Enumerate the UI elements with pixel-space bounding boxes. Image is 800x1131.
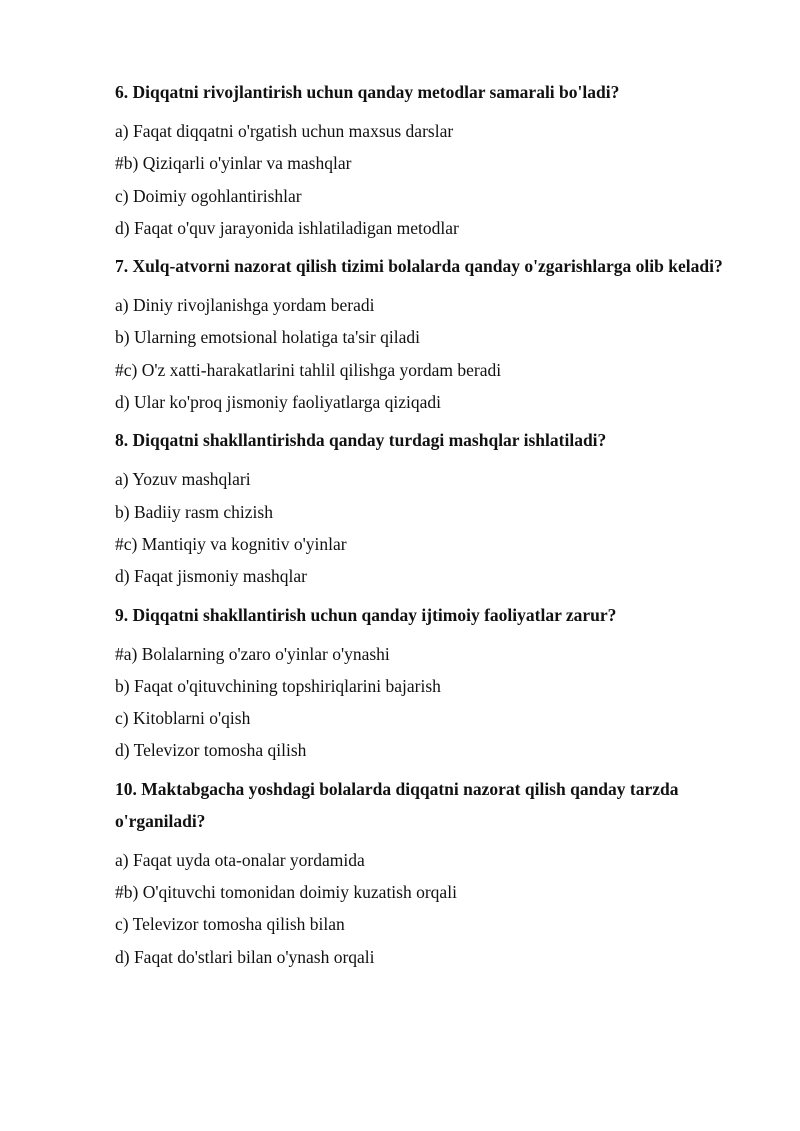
answer-option-d: d) Televizor tomosha qilish xyxy=(115,740,307,761)
answer-option-b: b) Ularning emotsional holatiga ta'sir qiladi xyxy=(115,327,420,348)
answer-option-a: a) Faqat diqqatni o'rgatish uchun maxsus darslar xyxy=(115,121,454,141)
question-block-10 xyxy=(115,773,755,973)
answer-option-c: c) Televizor tomosha qilish bilan xyxy=(115,914,345,935)
question-title: 6. Diqqatni rivojlantirish uchun qanday metodlar samarali bo'ladi? xyxy=(115,82,620,102)
question-title: 9. Diqqatni shakllantirish uchun qanday ijtimoiy faoliyatlar zarur? xyxy=(115,604,617,625)
question-title: 7. Xulq-atvorni nazorat qilish tizimi bolalarda qanday o'zgarishlarga olib keladi? xyxy=(115,256,723,277)
answer-option-a: a) Yozuv mashqlari xyxy=(115,469,251,490)
question-block-7 xyxy=(115,250,755,418)
answer-option-a: a) Faqat uyda ota-onalar yordamida xyxy=(115,849,365,870)
answer-option-d: d) Ular ko'proq jismoniy faoliyatlarga qiziqadi xyxy=(115,392,442,413)
answer-option-c: #c) O'z xatti-harakatlarini tahlil qilishga yordam beradi xyxy=(115,359,502,380)
answer-options xyxy=(115,289,755,418)
answer-option-c: c) Kitoblarni o'qish xyxy=(115,708,251,729)
answer-options xyxy=(115,115,755,244)
answer-options xyxy=(115,463,755,592)
answer-option-d: d) Faqat jismoniy mashqlar xyxy=(115,566,307,587)
question-title: 8. Diqqatni shakllantirishda qanday turdagi mashqlar ishlatiladi? xyxy=(115,430,607,451)
answer-option-b: b) Faqat o'qituvchining topshiriqlarini bajarish xyxy=(115,675,441,696)
answer-option-a: #a) Bolalarning o'zaro o'yinlar o'ynashi xyxy=(115,643,390,664)
question-title: 10. Maktabgacha yoshdagi bolalarda diqqatni nazorat qilish qanday tarzda o'rganiladi? xyxy=(115,778,679,831)
answer-option-d: d) Faqat do'stlari bilan o'ynash orqali xyxy=(115,946,375,967)
answer-option-b: #b) Qiziqarli o'yinlar va mashqlar xyxy=(115,153,352,174)
answer-option-c: #c) Mantiqiy va kognitiv o'yinlar xyxy=(115,533,347,554)
question-block-6 xyxy=(115,76,755,244)
answer-option-d: d) Faqat o'quv jarayonida ishlatiladigan metodlar xyxy=(115,217,459,238)
answer-option-c: c) Doimiy ogohlantirishlar xyxy=(115,185,302,206)
question-block-9 xyxy=(115,599,755,767)
answer-option-b: b) Badiiy rasm chizish xyxy=(115,501,273,522)
answer-options xyxy=(115,844,755,973)
answer-option-a: a) Diniy rivojlanishga yordam beradi xyxy=(115,295,375,316)
answer-options xyxy=(115,638,755,767)
document-page xyxy=(115,76,755,973)
question-block-8 xyxy=(115,424,755,592)
answer-option-b: #b) O'qituvchi tomonidan doimiy kuzatish orqali xyxy=(115,882,457,903)
